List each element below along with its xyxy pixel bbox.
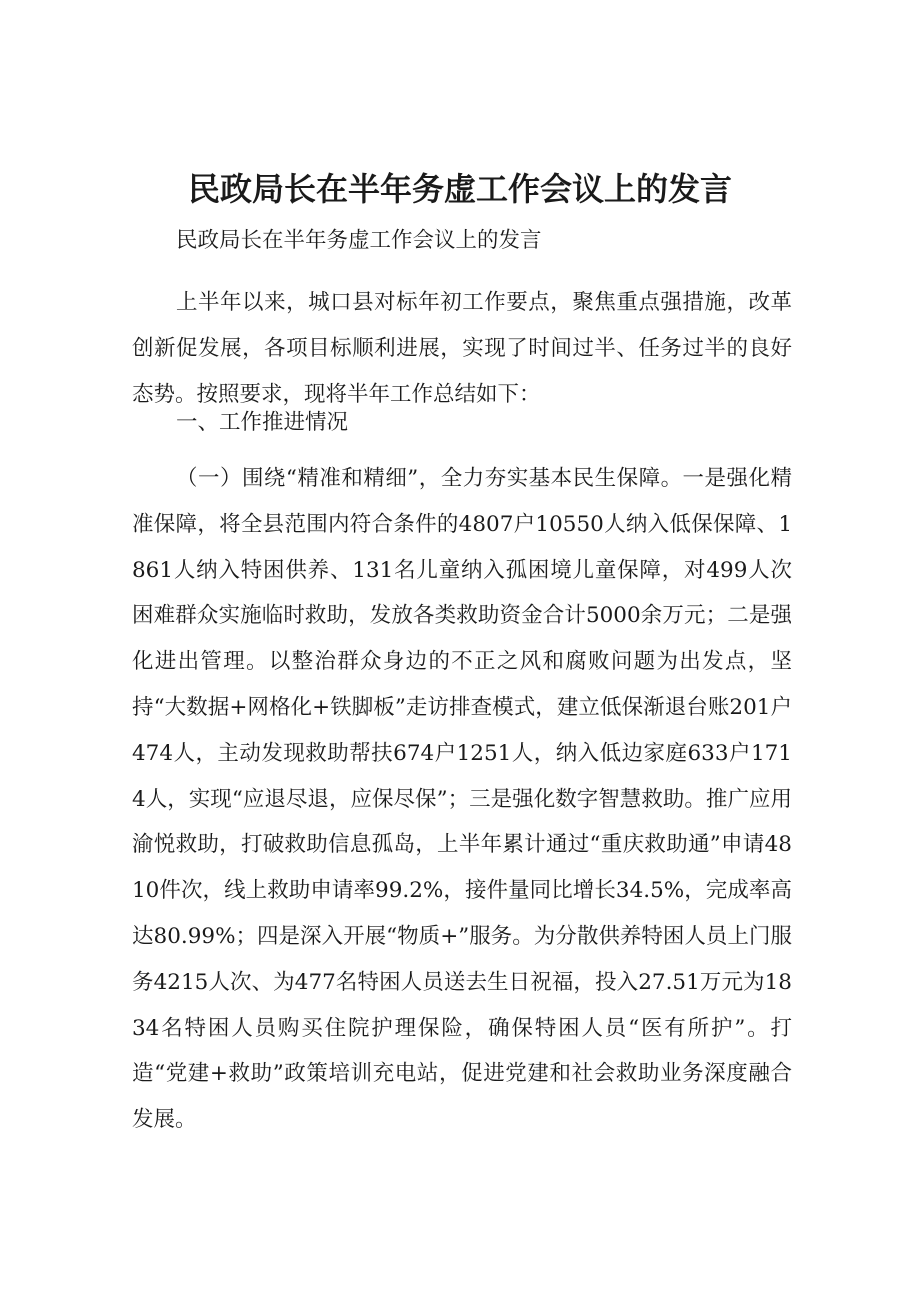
body-paragraph: （一）围绕“精准和精细”，全力夯实基本民生保障。一是强化精准保障，将全县范围内符合条件的4807户10550人纳入低保保障、1861人纳入特困供养、131名儿童纳入孤困境儿童保障，对499人次困难群众实施临时救助，发放各类救助资金合计5000余万元；二是强化进出管理。以整治群众身边的不正之风和腐败问题为出发点，坚持“大数据+网格化+铁脚板”走访排查模式，建立低保渐退台账201户474人，主动发现救助帮扶674户1251人，纳入低边家庭633户1714人，实现“应退尽退，应保尽保”；三是强化数字智慧救助。推广应用渝悦救助，打破救助信息孤岛，上半年累计通过“重庆救助通”申请4810件次，线上救助申请率99.2%，接件量同比增长34.5%，完成率高达80.99%；四是深入开展“物质+”服务。为分散供养特困人员上门服务4215人次、为477名特困人员送去生日祝福，投入27.51万元为1834名特困人员购买住院护理保险，确保特困人员“医有所护”。打造“党建+救助”政策培训充电站，促进党建和社会救助业务深度融合发展。: [132, 466, 792, 1133]
document-title: 民政局长在半年务虚工作会议上的发言: [187, 170, 732, 208]
document-subtitle: 民政局长在半年务虚工作会议上的发言: [176, 228, 542, 253]
intro-paragraph: 上半年以来，城口县对标年初工作要点，聚焦重点强措施，改革创新促发展，各项目标顺利进展，实现了时间过半、任务过半的良好态势。按照要求，现将半年工作总结如下：: [132, 290, 792, 407]
section-heading: 一、工作推进情况: [176, 410, 349, 435]
